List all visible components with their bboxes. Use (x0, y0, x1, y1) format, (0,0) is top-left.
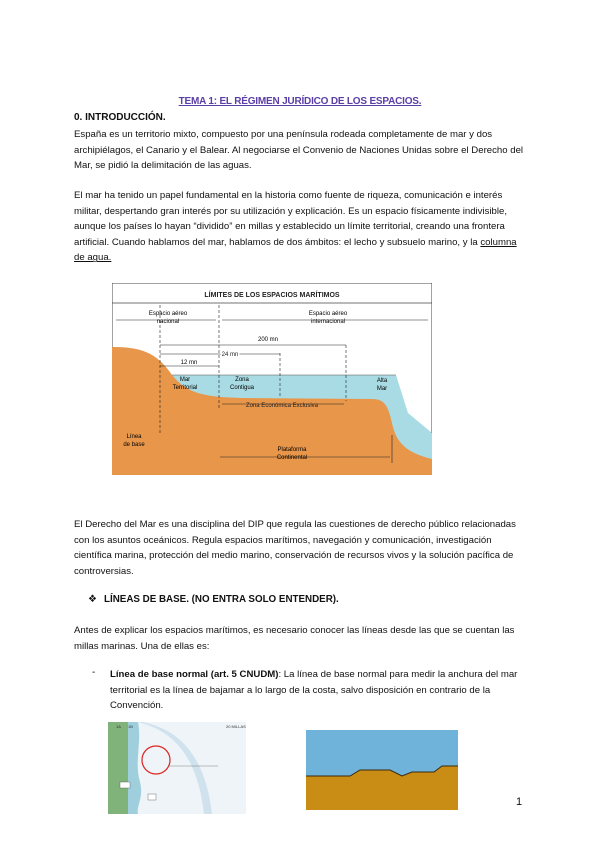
bullet-diamond-icon: ❖ (88, 594, 97, 605)
paragraph-2-text: El mar ha tenido un papel fundamental en la historia como fuente de riqueza, comunicación e interés militar, despertando gran interés por su utilización y explicación. Es un espacio físicamente indivisible, aunque los países lo hayan “dividido” en millas y establecido un límite territorial, creando una frontera artificial. Cuando hablamos del mar, hablamos de dos ámbitos: el lecho y subsuelo marino, y la (74, 190, 508, 248)
airspace-national-line1: Espacio aéreo (148, 311, 188, 317)
airspace-intl-line2: internacional (310, 319, 346, 325)
list-item-text: : La línea de base normal para medir la anchura del mar territorial es la línea de bajamar a lo largo de la costa, salvo disposición en contrario de la Convención. (110, 669, 518, 712)
paragraph-2-underlined: columna de agua. (74, 236, 517, 264)
distance-200mn: 200 mn (257, 337, 279, 343)
list-item-title: Línea de base normal (art. 5 CNUDM) (110, 669, 279, 680)
document-title: TEMA 1: EL RÉGIMEN JURÍDICO DE LOS ESPACIOS. (178, 96, 422, 107)
map-label-b: 1B (128, 724, 133, 729)
section-heading: 0. INTRODUCCIÓN. (74, 112, 166, 123)
label-linea-base-2: de base (123, 442, 145, 448)
bullet-heading: LÍNEAS DE BASE. (NO ENTRA SOLO ENTENDER). (104, 594, 339, 605)
paragraph-3: El Derecho del Mar es una disciplina del DIP que regula las cuestiones de derecho público relacionadas con los asuntos oceánicos. Regula espacios marítimos, navegación y comunicación, investigación científica marina, protección del medio marino, conservación de recursos vivos y la solución pacífica de controversias. (74, 519, 516, 577)
paragraph-4: Antes de explicar los espacios marítimos, es necesario conocer las líneas desde las que se cuentan las millas marinas. Una de ellas es: (74, 625, 515, 652)
list-item-linea-base (110, 667, 530, 714)
distance-12mn: 12 mn (180, 360, 198, 366)
label-mar-territorial-2: Territorial (172, 385, 198, 391)
airspace-intl-line1: Espacio aéreo (308, 311, 348, 317)
label-zona-contigua-1: Zona (235, 377, 249, 383)
label-plataforma-2: Continental (276, 455, 308, 461)
map-label-c: 20 MILLAS (226, 724, 246, 729)
label-linea-base-1: Línea (126, 434, 142, 440)
maritime-limits-diagram (112, 283, 432, 475)
paragraph-1: España es un territorio mixto, compuesto por una península rodeada completamente de mar y dos archipiélagos, el Canario y el Balear. Al negociarse el Convenio de Naciones Unidas sobre el Derecho del Mar, se pidió la delimitación de las aguas. (74, 129, 524, 172)
low-water-line-figure (306, 730, 458, 810)
map-label-a: 1A (116, 724, 121, 729)
label-plataforma-1: Plataforma (277, 447, 307, 453)
distance-24mn: 24 mn (221, 352, 239, 358)
page-number: 1 (516, 796, 523, 808)
diagram-title: LÍMITES DE LOS ESPACIOS MARÍTIMOS (204, 292, 340, 299)
paragraph-2 (74, 188, 526, 266)
label-mar-territorial-1: Mar (179, 377, 191, 383)
list-dash: - (92, 667, 96, 678)
label-zona-contigua-2: Contigua (229, 385, 255, 391)
label-alta-mar-1: Alta (376, 378, 388, 384)
label-alta-mar-2: Mar (376, 386, 388, 392)
label-zee: Zona Económica Exclusiva (245, 403, 319, 409)
airspace-national-line2: nacional (156, 319, 180, 325)
baseline-map-figure (108, 722, 246, 814)
